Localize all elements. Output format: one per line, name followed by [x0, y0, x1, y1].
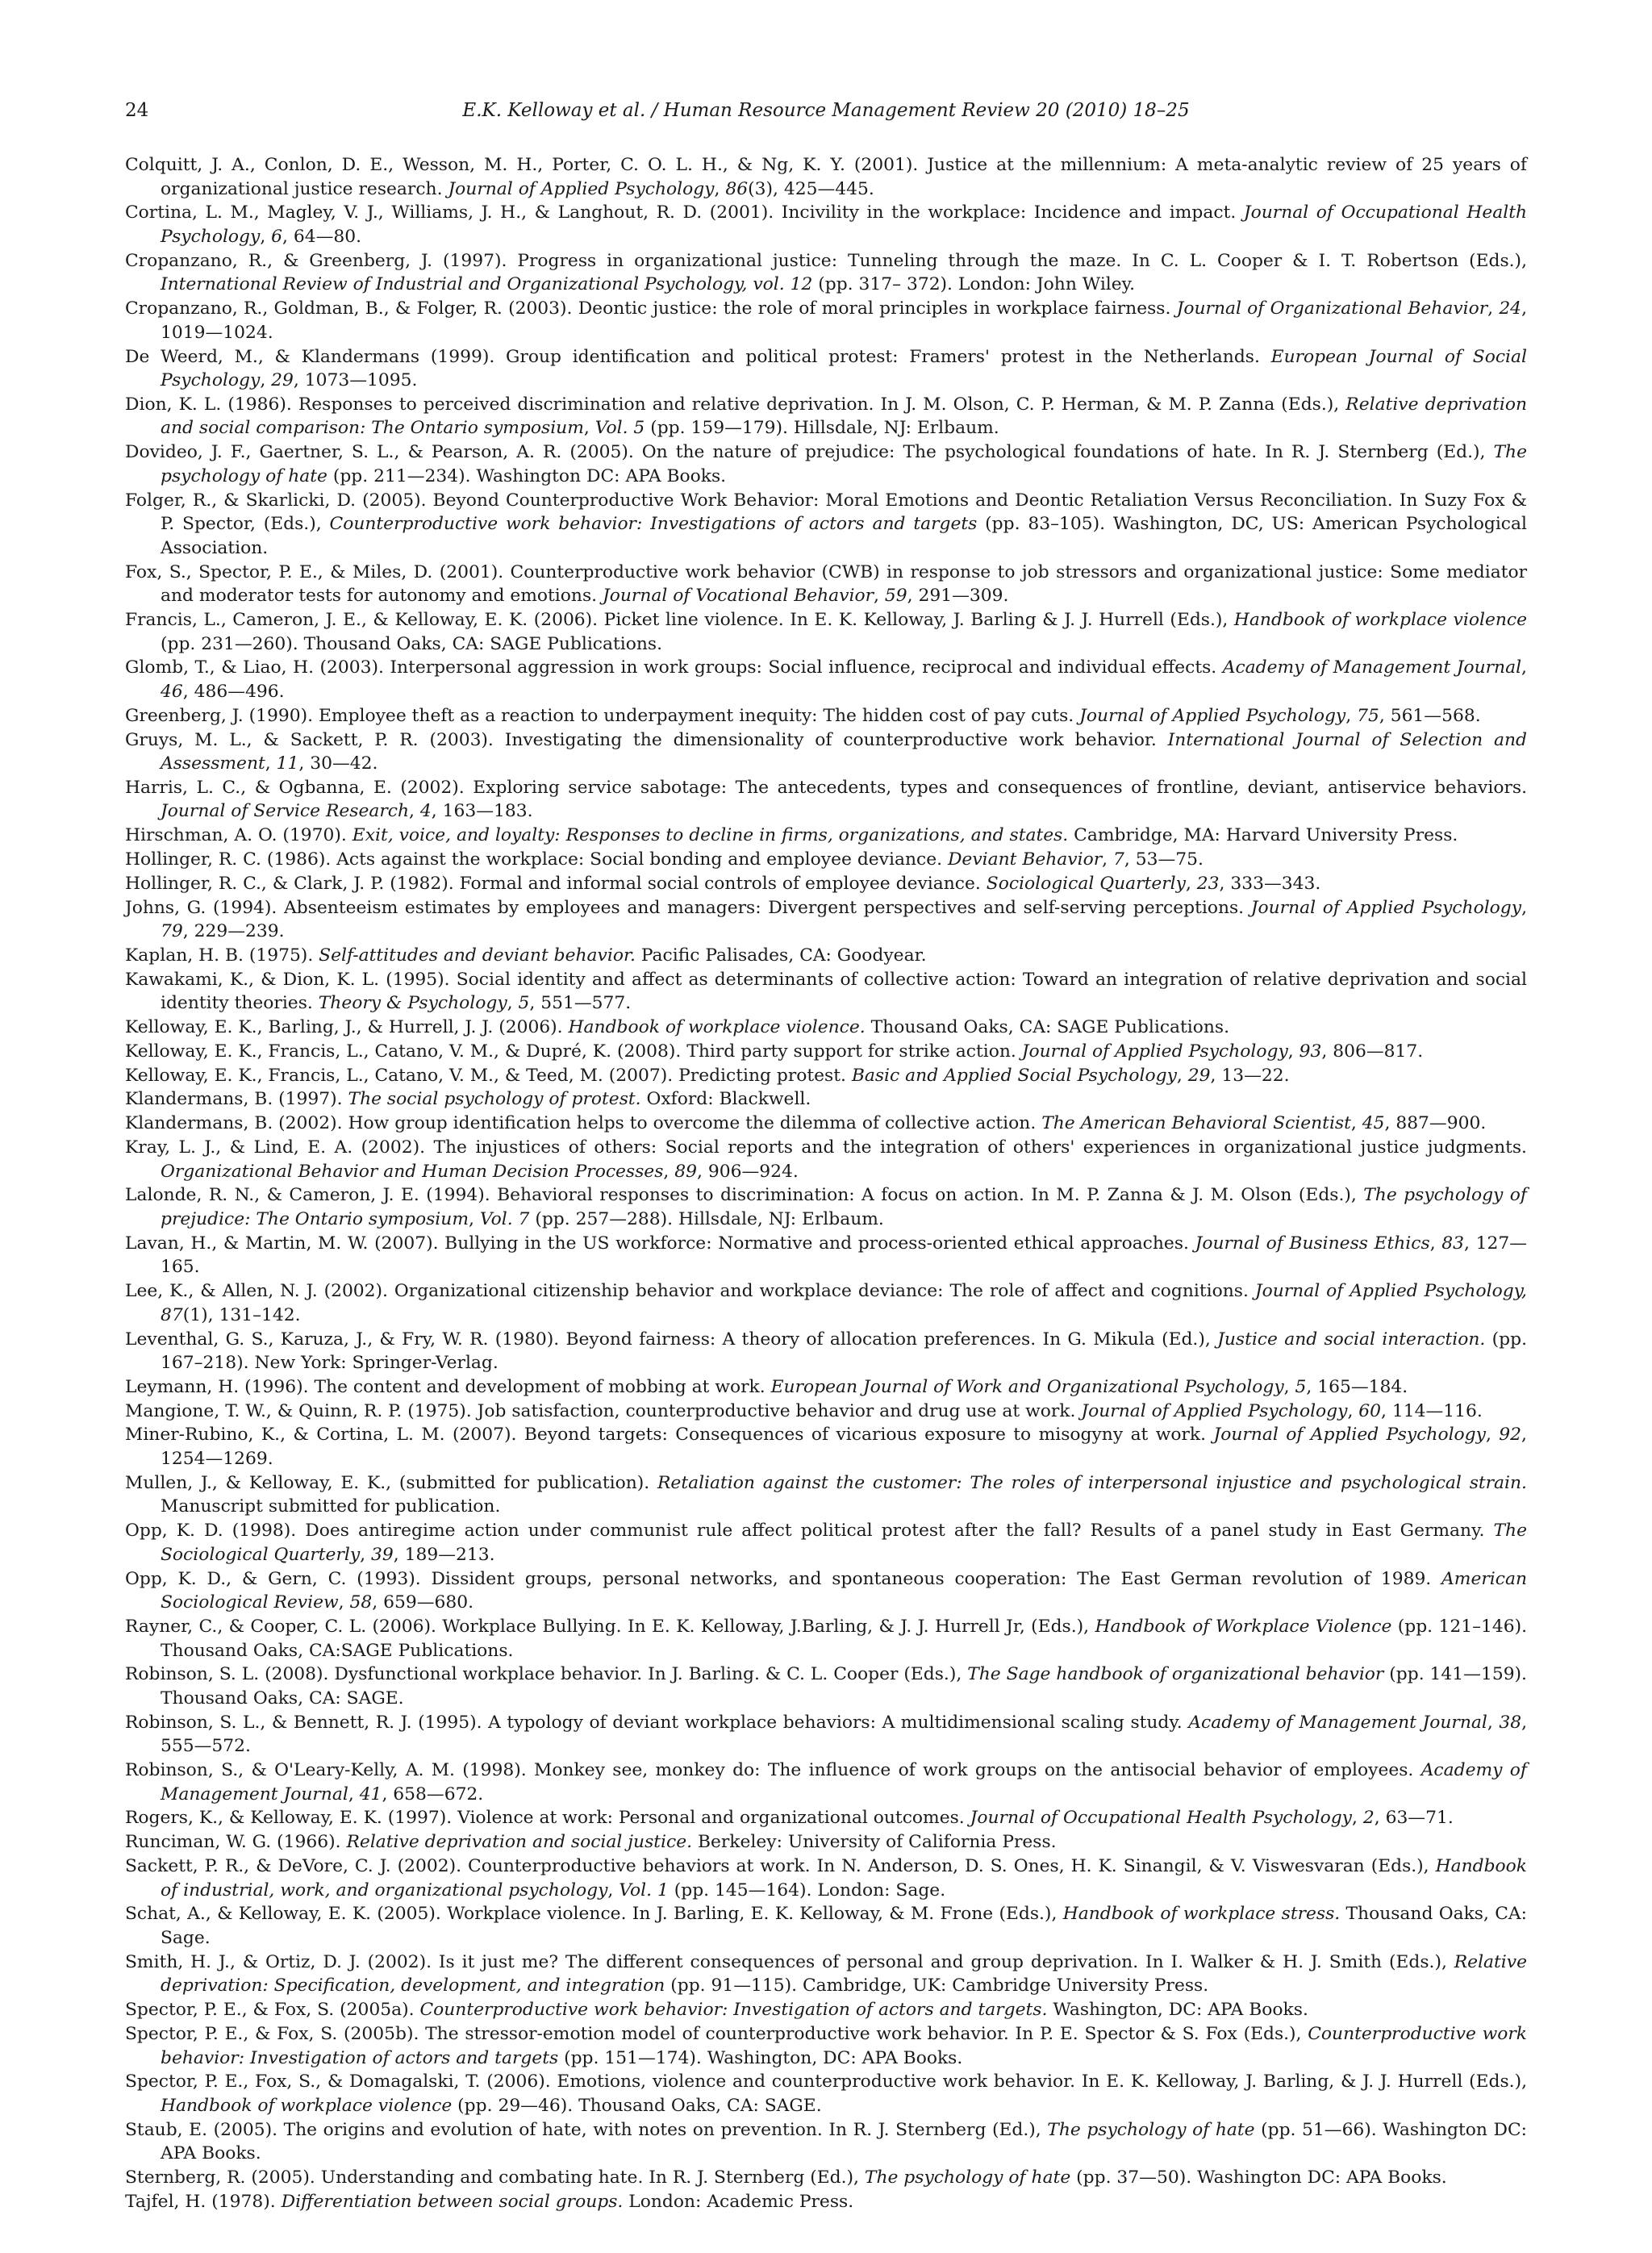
reference-entry — [125, 776, 1527, 824]
reference-text-segment: , — [260, 226, 272, 247]
reference-italic-segment: 2 — [1362, 1808, 1375, 1829]
reference-italic-segment: Journal of Applied Psychology, 87 — [161, 1281, 1527, 1325]
reference-entry — [125, 1759, 1527, 1806]
reference-text-segment: , — [607, 1880, 620, 1900]
reference-text-segment: (1), 131–142. — [182, 1304, 301, 1325]
reference-entry — [125, 1400, 1527, 1424]
reference-text-segment: Lalonde, R. N., & Cameron, J. E. (1994). Behavioral responses to discrimination: A focus on action. In M. P. Zanna & J. M. Olson (Eds.), — [125, 1185, 1364, 1206]
reference-italic-segment: Relative deprivation and social justice. — [346, 1832, 693, 1853]
reference-italic-segment: The psychology of prejudice: The Ontario symposium — [161, 1185, 1527, 1229]
reference-italic-segment: 75 — [1357, 705, 1379, 726]
reference-text-segment: Klandermans, B. (2002). How group identification helps to overcome the dilemma of collective action. — [125, 1113, 1042, 1134]
reference-text-segment: Pacific Palisades, CA: Goodyear. — [635, 945, 927, 966]
reference-text-segment: , — [507, 993, 519, 1014]
reference-text-segment: , 561—568. — [1379, 705, 1481, 726]
reference-italic-segment: Handbook of Workplace Violence — [1095, 1616, 1392, 1637]
reference-text-segment: (pp. 91—115). Cambridge, UK: Cambridge University Press. — [665, 1976, 1209, 1996]
reference-italic-segment: Journal of Applied Psychology — [448, 178, 715, 199]
reference-text-segment: (3), 425—445. — [748, 178, 874, 199]
reference-entry — [125, 345, 1527, 393]
reference-text-segment: , 906—924. — [697, 1161, 799, 1182]
reference-text-segment: , — [1521, 657, 1527, 678]
reference-text-segment: Berkeley: University of California Press. — [692, 1832, 1057, 1853]
reference-entry — [125, 1830, 1527, 1855]
reference-italic-segment: 41 — [359, 1784, 382, 1804]
reference-italic-segment: Vol. 5 — [594, 418, 645, 439]
reference-entry — [125, 440, 1527, 488]
reference-text-segment: , 551—577. — [529, 993, 632, 1014]
reference-entry — [125, 1183, 1527, 1231]
reference-text-segment: , — [1347, 1400, 1359, 1421]
reference-text-segment: Opp, K. D., & Gern, C. (1993). Dissident groups, personal networks, and spontaneous cooperation: The East German revolution of 1989. — [125, 1568, 1442, 1589]
reference-text-segment: , 30—42. — [298, 753, 378, 774]
reference-text-segment: Mullen, J., & Kelloway, E. K., (submitted for publication). — [125, 1472, 658, 1493]
reference-entry — [125, 1663, 1527, 1710]
reference-entry — [125, 1902, 1527, 1950]
reference-text-segment: (pp. 29—46). Thousand Oaks, CA: SAGE. — [452, 2095, 822, 2116]
reference-italic-segment: Justice and social interaction. — [1217, 1329, 1486, 1350]
reference-italic-segment: Differentiation between social groups. — [281, 2191, 624, 2212]
reference-entry — [125, 1806, 1527, 1830]
reference-italic-segment: Journal of Applied Psychology — [1079, 705, 1346, 726]
reference-italic-segment: 23 — [1196, 873, 1220, 894]
reference-entry — [125, 1040, 1527, 1064]
reference-text-segment: Robinson, S. L. (2008). Dysfunctional workplace behavior. In J. Barling. & C. L. Cooper (Eds.), — [125, 1664, 968, 1685]
reference-italic-segment: 11 — [276, 753, 299, 774]
reference-text-segment: Staub, E. (2005). The origins and evolution of hate, with notes on prevention. In R. J. Sternberg (Ed.), — [125, 2119, 1048, 2140]
reference-text-segment: Washington, DC: APA Books. — [1047, 2000, 1308, 2021]
reference-text-segment: , — [874, 586, 885, 607]
reference-entry — [125, 2022, 1527, 2070]
reference-text-segment: (pp. 51—66). Washington DC: APA Books. — [161, 2119, 1527, 2164]
reference-entry — [125, 1567, 1527, 1615]
reference-text-segment: Sternberg, R. (2005). Understanding and combating hate. In R. J. Sternberg (Ed.), — [125, 2167, 865, 2188]
reference-text-segment: Colquitt, J. A., Conlon, D. E., Wesson, M. H., Porter, C. O. L. H., & Ng, K. Y. (2001). Justice at the millennium: A meta-analytic review of 25 years of organizational justice research. — [125, 155, 1527, 199]
reference-italic-segment: Vol. 7 — [479, 1209, 530, 1229]
reference-text-segment: Mangione, T. W., & Quinn, R. P. (1975). Job satisfaction, counterproductive behavior and drug use at work. — [125, 1400, 1082, 1421]
reference-text-segment: , — [1102, 849, 1113, 870]
reference-text-segment: Kaplan, H. B. (1975). — [125, 945, 319, 966]
reference-entry — [125, 896, 1527, 944]
reference-italic-segment: Vol. 1 — [619, 1880, 669, 1900]
reference-text-segment: Rayner, C., & Cooper, C. L. (2006). Workplace Bullying. In E. K. Kelloway, J.Barling, & J. J. Hurrell Jr, (Eds.), — [125, 1616, 1095, 1637]
reference-text-segment: Johns, G. (1994). Absenteeism estimates by employees and managers: Divergent perspectives and self-serving perceptions. — [125, 897, 1251, 918]
reference-entry — [125, 1279, 1527, 1327]
reference-text-segment: (pp. 167–218). New York: Springer-Verlag. — [161, 1329, 1527, 1374]
reference-italic-segment: Journal of Vocational Behavior — [603, 586, 874, 607]
reference-italic-segment: 86 — [725, 178, 749, 199]
reference-text-segment: Dovideo, J. F., Gaertner, S. L., & Pearson, A. R. (2005). On the nature of prejudice: The psychological foundations of hate. In R. J. Sternberg (Ed.), — [125, 442, 1494, 463]
reference-italic-segment: Journal of Applied Psychology — [1250, 897, 1522, 918]
reference-text-segment: Schat, A., & Kelloway, E. K. (2005). Workplace violence. In J. Barling, E. K. Kelloway, & M. Frone (Eds.), — [125, 1904, 1063, 1925]
reference-italic-segment: Counterproductive work behavior: Investigation of actors and targets. — [419, 2000, 1048, 2021]
reference-text-segment: Hollinger, R. C., & Clark, J. P. (1982). Formal and informal social controls of employee deviance. — [125, 873, 987, 894]
reference-text-segment: , — [1485, 1425, 1500, 1446]
reference-entry — [125, 1471, 1527, 1519]
reference-entry — [125, 824, 1527, 848]
reference-italic-segment: Self-attitudes and deviant behavior. — [319, 945, 636, 966]
reference-italic-segment: Journal of Applied Psychology — [1213, 1425, 1486, 1446]
reference-text-segment: Thousand Oaks, CA: SAGE Publications. — [865, 1017, 1230, 1038]
reference-italic-segment: 39 — [371, 1544, 394, 1565]
reference-text-segment: Dion, K. L. (1986). Responses to perceived discrimination and relative deprivation. In J. M. Olson, C. P. Herman, & M. P. Zanna (Eds.), — [125, 394, 1346, 415]
reference-entry — [125, 1375, 1527, 1400]
reference-italic-segment: Organizational Behavior and Human Decision Processes — [161, 1161, 664, 1182]
reference-entry — [125, 1328, 1527, 1375]
reference-italic-segment: 79 — [161, 921, 183, 942]
reference-entry — [125, 1112, 1527, 1136]
reference-entry — [125, 656, 1527, 703]
reference-text-segment: London: Academic Press. — [623, 2191, 854, 2212]
reference-text-segment: , 291—309. — [907, 586, 1009, 607]
reference-italic-segment: International Journal of Selection and Assessment — [161, 729, 1528, 774]
reference-italic-segment: European Journal of Social Psychology — [161, 346, 1527, 391]
reference-italic-segment: Journal of Occupational Health Psychology — [970, 1808, 1352, 1829]
reference-entry — [125, 201, 1527, 248]
reference-italic-segment: 24 — [1499, 298, 1522, 319]
reference-entry — [125, 249, 1527, 297]
reference-italic-segment: 59 — [884, 586, 907, 607]
reference-text-segment: , — [409, 801, 420, 822]
reference-entry — [125, 728, 1527, 776]
reference-italic-segment: Counterproductive work behavior: Investigation of actors and targets — [161, 2023, 1527, 2068]
reference-text-segment: , — [583, 418, 595, 439]
reference-text-segment: , — [663, 1161, 675, 1182]
reference-italic-segment: Journal of Occupational Health Psychology — [161, 202, 1527, 247]
reference-text-segment: (pp. 121–146). Thousand Oaks, CA:SAGE Publications. — [161, 1616, 1528, 1661]
reference-text-segment: , — [260, 370, 272, 391]
reference-italic-segment: 6 — [271, 226, 283, 247]
reference-text-segment: Lee, K., & Allen, N. J. (2002). Organizational citizenship behavior and workplace deviance: The role of affect and cognitions. — [125, 1281, 1255, 1302]
reference-text-segment: Kelloway, E. K., Francis, L., Catano, V. M., & Dupré, K. (2008). Third party support for strike action. — [125, 1041, 1022, 1062]
reference-text-segment: Kawakami, K., & Dion, K. L. (1995). Social identity and affect as determinants of collective action: Toward an integration of relative deprivation and social identity theories. — [125, 969, 1527, 1014]
reference-text-segment: , 189—213. — [393, 1544, 495, 1565]
reference-italic-segment: 5 — [518, 993, 530, 1014]
reference-text-segment: Klandermans, B. (1997). — [125, 1089, 348, 1110]
journal-citation-line: E.K. Kelloway et al. / Human Resource Management Review 20 (2010) 18–25 — [462, 100, 1190, 121]
reference-italic-segment: Journal of Applied Psychology — [1081, 1400, 1348, 1421]
reference-entry — [125, 2190, 1527, 2214]
reference-text-segment: , — [1185, 873, 1197, 894]
reference-italic-segment: European Journal of Work and Organizational Psychology — [770, 1376, 1284, 1397]
reference-italic-segment: The Sage handbook of organizational behavior — [967, 1664, 1384, 1685]
reference-text-segment: , 486—496. — [182, 681, 285, 702]
reference-italic-segment: Relative deprivation: Specification, development, and integration — [161, 1951, 1527, 1996]
reference-text-segment: Leventhal, G. S., Karuza, J., & Fry, W. R. (1980). Beyond fairness: A theory of allocation preferences. In G. Mikula (Ed.), — [125, 1329, 1218, 1350]
reference-italic-segment: 89 — [674, 1161, 697, 1182]
reference-entry — [125, 1998, 1527, 2022]
reference-entry — [125, 944, 1527, 968]
reference-text-segment: Spector, P. E., Fox, S., & Domagalski, T. (2006). Emotions, violence and counterproductive work behavior. In E. K. Kelloway, J. Barling, & J. J. Hurrell (Eds.), — [125, 2072, 1527, 2092]
reference-text-segment: Cambridge, MA: Harvard University Press. — [1068, 825, 1458, 846]
reference-text-segment: , — [1429, 1233, 1442, 1254]
reference-text-segment: Miner-Rubino, K., & Cortina, L. M. (2007). Beyond targets: Consequences of vicarious exposure to misogyny at work. — [125, 1425, 1214, 1446]
reference-text-segment: , 127—165. — [161, 1233, 1528, 1278]
reference-italic-segment: 29 — [271, 370, 294, 391]
reference-entry — [125, 297, 1527, 344]
reference-text-segment: Gruys, M. L., & Sackett, P. R. (2003). Investigating the dimensionality of counterproductive work behavior. — [125, 729, 1168, 750]
reference-text-segment: Fox, S., Spector, P. E., & Miles, D. (2001). Counterproductive work behavior (CWB) in response to job stressors and organizational justice: Some mediator and moderator tests for autonomy and emotions. — [125, 561, 1527, 607]
reference-text-segment: Folger, R., & Skarlicki, D. (2005). Beyond Counterproductive Work Behavior: Moral Emotions and Deontic Retaliation Versus Reconciliation. In Suzy Fox & P. Spector, (Eds.), — [125, 490, 1527, 535]
reference-entry — [125, 1423, 1527, 1471]
reference-italic-segment: The psychology of hate — [864, 2167, 1071, 2188]
reference-entry — [125, 1064, 1527, 1088]
reference-entry — [125, 704, 1527, 728]
reference-text-segment: (pp. 159—179). Hillsdale, NJ: Erlbaum. — [645, 418, 999, 439]
reference-italic-segment: Journal of Business Ethics — [1195, 1233, 1430, 1254]
reference-italic-segment: Academy of Management Journal — [161, 1760, 1527, 1804]
reference-text-segment: , — [360, 1544, 372, 1565]
reference-text-segment: Greenberg, J. (1990). Employee theft as a reaction to underpayment inequity: The hidden cost of pay cuts. — [125, 705, 1080, 726]
reference-italic-segment: 92 — [1499, 1425, 1522, 1446]
reference-text-segment: , — [1345, 705, 1358, 726]
reference-entry — [125, 1232, 1527, 1279]
reference-text-segment: Smith, H. J., & Ortiz, D. J. (2002). Is it just me? The different consequences of personal and group deprivation. In I. Walker & H. J. Smith (Eds.), — [125, 1951, 1454, 1972]
reference-entry — [125, 393, 1527, 440]
reference-text-segment: , 658—672. — [382, 1784, 484, 1804]
reference-text-segment: Robinson, S. L., & Bennett, R. J. (1995). A typology of deviant workplace behaviors: A multidimensional scaling study. — [125, 1712, 1189, 1733]
reference-italic-segment: Handbook of workplace violence — [1233, 609, 1527, 630]
reference-text-segment: Oxford: Blackwell. — [640, 1089, 811, 1110]
reference-text-segment: , — [469, 1209, 480, 1229]
reference-text-segment: , 659—680. — [372, 1592, 474, 1613]
reference-text-segment: Manuscript submitted for publication. — [161, 1496, 501, 1517]
reference-text-segment: Cropanzano, R., & Greenberg, J. (1997). Progress in organizational justice: Tunneling through the maze. In C. L. Cooper & I. T. Robertson (Eds.), — [125, 250, 1527, 271]
reference-text-segment: , 229—239. — [182, 921, 285, 942]
reference-text-segment: , — [1487, 1712, 1500, 1733]
reference-text-segment: Tajfel, H. (1978). — [125, 2191, 282, 2212]
reference-text-segment: Runciman, W. G. (1966). — [125, 1832, 347, 1853]
reference-italic-segment: Handbook of workplace violence — [161, 2095, 453, 2116]
reference-text-segment: (pp. 141—159). Thousand Oaks, CA: SAGE. — [161, 1664, 1527, 1709]
reference-italic-segment: Retaliation against the customer: The roles of interpersonal injustice and psychological strain. — [657, 1472, 1527, 1493]
reference-text-segment: , — [265, 753, 277, 774]
reference-text-segment: Lavan, H., & Martin, M. W. (2007). Bullying in the US workforce: Normative and process-oriented ethical approaches. — [125, 1233, 1195, 1254]
reference-text-segment: Cropanzano, R., Goldman, B., & Folger, R. (2003). Deontic justice: the role of moral principles in workplace fairness. — [125, 298, 1177, 319]
reference-entry — [125, 2166, 1527, 2190]
reference-italic-segment: 93 — [1299, 1041, 1322, 1062]
reference-text-segment: Opp, K. D. (1998). Does antiregime action under communist rule affect political protest after the fall? Results of a panel study in East Germany. — [125, 1521, 1494, 1542]
reference-text-segment: Hollinger, R. C. (1986). Acts against the workplace: Social bonding and employee deviance. — [125, 849, 948, 870]
reference-text-segment: Kelloway, E. K., Francis, L., Catano, V. M., & Teed, M. (2007). Predicting protest. — [125, 1065, 852, 1086]
reference-italic-segment: 4 — [419, 801, 432, 822]
reference-text-segment: (pp. 151—174). Washington, DC: APA Books. — [558, 2047, 963, 2068]
reference-text-segment: , — [1287, 1041, 1299, 1062]
reference-text-segment: Thousand Oaks, CA: Sage. — [161, 1904, 1527, 1948]
reference-italic-segment: Theory & Psychology — [318, 993, 507, 1014]
reference-entry — [125, 561, 1527, 608]
reference-italic-segment: 46 — [161, 681, 183, 702]
reference-text-segment: , — [1487, 298, 1500, 319]
running-head — [0, 100, 1652, 126]
reference-text-segment: , 165—184. — [1306, 1376, 1408, 1397]
reference-text-segment: Cortina, L. M., Magley, V. J., Williams, J. H., & Langhout, R. D. (2001). Incivility in the workplace: Incidence and impact. — [125, 202, 1244, 223]
reference-text-segment: (pp. 231—260). Thousand Oaks, CA: SAGE Publications. — [161, 633, 663, 654]
reference-italic-segment: Handbook of workplace stress. — [1062, 1904, 1341, 1925]
reference-text-segment: , 53—75. — [1124, 849, 1204, 870]
reference-italic-segment: Relative deprivation and social comparison: The Ontario symposium — [161, 394, 1527, 439]
reference-text-segment: , — [1521, 897, 1527, 918]
reference-text-segment: (pp. 83–105). Washington, DC, US: American Psychological Association. — [161, 514, 1527, 558]
reference-italic-segment: 29 — [1187, 1065, 1211, 1086]
reference-text-segment: (pp. 257—288). Hillsdale, NJ: Erlbaum. — [529, 1209, 884, 1229]
reference-italic-segment: International Review of Industrial and Organizational Psychology, vol. 12 — [161, 274, 813, 295]
reference-text-segment: , 1254—1269. — [161, 1425, 1527, 1470]
reference-italic-segment: 38 — [1499, 1712, 1522, 1733]
reference-italic-segment: Handbook of workplace violence. — [568, 1017, 866, 1038]
reference-entry — [125, 1615, 1527, 1663]
reference-entry — [125, 848, 1527, 872]
reference-entry — [125, 1136, 1527, 1183]
reference-text-segment: , — [714, 178, 726, 199]
reference-text-segment: , — [348, 1784, 360, 1804]
reference-text-segment: Kray, L. J., & Lind, E. A. (2002). The injustices of others: Social reports and the integration of others' experiences in organizational justice judgments. — [125, 1137, 1527, 1158]
reference-text-segment: Glomb, T., & Liao, H. (2003). Interpersonal aggression in work groups: Social influence, reciprocal and individual effects. — [125, 657, 1223, 678]
reference-text-segment: , — [1350, 1113, 1362, 1134]
reference-text-segment: , 333—343. — [1219, 873, 1321, 894]
reference-italic-segment: 58 — [349, 1592, 373, 1613]
reference-italic-segment: American Sociological Review — [161, 1568, 1527, 1613]
reference-text-segment: , 555—572. — [161, 1712, 1528, 1757]
reference-italic-segment: 60 — [1358, 1400, 1382, 1421]
reference-entry — [125, 2118, 1527, 2166]
reference-italic-segment: The psychology of hate — [161, 442, 1527, 486]
reference-text-segment: , 1073—1095. — [293, 370, 418, 391]
reference-text-segment: Hirschman, A. O. (1970). — [125, 825, 353, 846]
page-number: 24 — [125, 100, 149, 121]
reference-text-segment: , — [338, 1592, 350, 1613]
reference-text-segment: Sackett, P. R., & DeVore, C. J. (2002). Counterproductive behaviors at work. In N. Anderson, D. S. Ones, H. K. Sinangil, & V. Viswesvaran (Eds.), — [125, 1856, 1436, 1877]
reference-text-segment: (pp. 317– 372). London: John Wiley. — [812, 274, 1136, 295]
reference-entry — [125, 1711, 1527, 1759]
reference-list — [125, 153, 1527, 2214]
reference-entry — [125, 968, 1527, 1016]
reference-text-segment: , 887—900. — [1384, 1113, 1487, 1134]
reference-italic-segment: Exit, voice, and loyalty: Responses to decline in firms, organizations, and states. — [352, 825, 1069, 846]
reference-italic-segment: Journal of Service Research — [161, 801, 409, 822]
reference-text-segment: Harris, L. C., & Ogbanna, E. (2002). Exploring service sabotage: The antecedents, types and consequences of frontline, deviant, antiservice behaviors. — [125, 777, 1527, 798]
reference-text-segment: Rogers, K., & Kelloway, E. K. (1997). Violence at work: Personal and organizational outcomes. — [125, 1808, 970, 1829]
reference-entry — [125, 1087, 1527, 1112]
reference-text-segment: , 13—22. — [1210, 1065, 1290, 1086]
reference-text-segment: , — [1351, 1808, 1363, 1829]
reference-entry — [125, 1855, 1527, 1902]
reference-italic-segment: Academy of Management Journal — [1188, 1712, 1487, 1733]
reference-italic-segment: The American Behavioral Scientist — [1041, 1113, 1351, 1134]
reference-italic-segment: 5 — [1295, 1376, 1307, 1397]
reference-italic-segment: Deviant Behavior — [947, 849, 1103, 870]
reference-entry — [125, 1519, 1527, 1567]
reference-entry — [125, 1951, 1527, 1998]
reference-italic-segment: 7 — [1112, 849, 1124, 870]
reference-text-segment: Francis, L., Cameron, J. E., & Kelloway, E. K. (2006). Picket line violence. In E. K. Kelloway, J. Barling & J. J. Hurrell (Eds.), — [125, 609, 1234, 630]
reference-italic-segment: Counterproductive work behavior: Investigations of actors and targets — [329, 514, 978, 535]
reference-text-segment: , 64—80. — [282, 226, 362, 247]
reference-italic-segment: The Sociological Quarterly — [161, 1521, 1527, 1565]
reference-text-segment: (pp. 211—234). Washington DC: APA Books. — [327, 465, 727, 486]
reference-text-segment: , — [1176, 1065, 1188, 1086]
reference-text-segment: , 63—71. — [1374, 1808, 1454, 1829]
reference-italic-segment: Handbook of industrial, work, and organizational psychology — [161, 1856, 1527, 1900]
reference-italic-segment: Journal of Applied Psychology — [1021, 1041, 1288, 1062]
reference-text-segment: , 806—817. — [1321, 1041, 1424, 1062]
reference-text-segment: Kelloway, E. K., Barling, J., & Hurrell, J. J. (2006). — [125, 1017, 569, 1038]
reference-text-segment: , 1019—1024. — [161, 298, 1527, 343]
reference-text-segment: Spector, P. E., & Fox, S. (2005b). The stressor-emotion model of counterproductive work behavior. In P. E. Spector & S. Fox (Eds.), — [125, 2023, 1308, 2044]
reference-italic-segment: 45 — [1362, 1113, 1385, 1134]
reference-italic-segment: The social psychology of protest. — [348, 1089, 641, 1110]
reference-text-segment: (pp. 37—50). Washington DC: APA Books. — [1070, 2167, 1447, 2188]
reference-entry — [125, 608, 1527, 656]
reference-text-segment: Spector, P. E., & Fox, S. (2005a). — [125, 2000, 420, 2021]
reference-text-segment: , — [1283, 1376, 1295, 1397]
reference-italic-segment: Sociological Quarterly — [986, 873, 1186, 894]
reference-italic-segment: Academy of Management Journal — [1222, 657, 1522, 678]
reference-entry — [125, 2070, 1527, 2117]
reference-entry — [125, 489, 1527, 561]
reference-text-segment: (pp. 145—164). London: Sage. — [668, 1880, 946, 1900]
reference-entry — [125, 1016, 1527, 1040]
reference-text-segment: Leymann, H. (1996). The content and development of mobbing at work. — [125, 1376, 771, 1397]
reference-text-segment: , 163—183. — [431, 801, 533, 822]
reference-text-segment: De Weerd, M., & Klandermans (1999). Group identification and political protest: Framers' protest in the Netherlands. — [125, 346, 1271, 367]
reference-entry — [125, 153, 1527, 201]
reference-text-segment: , 114—116. — [1381, 1400, 1483, 1421]
reference-italic-segment: The psychology of hate — [1047, 2119, 1255, 2140]
reference-italic-segment: 83 — [1441, 1233, 1465, 1254]
reference-text-segment: Robinson, S., & O'Leary-Kelly, A. M. (1998). Monkey see, monkey do: The influence of work groups on the antisocial behavior of employees. — [125, 1760, 1421, 1781]
reference-italic-segment: Basic and Applied Social Psychology — [851, 1065, 1177, 1086]
reference-italic-segment: Journal of Organizational Behavior — [1176, 298, 1488, 319]
reference-entry — [125, 872, 1527, 896]
